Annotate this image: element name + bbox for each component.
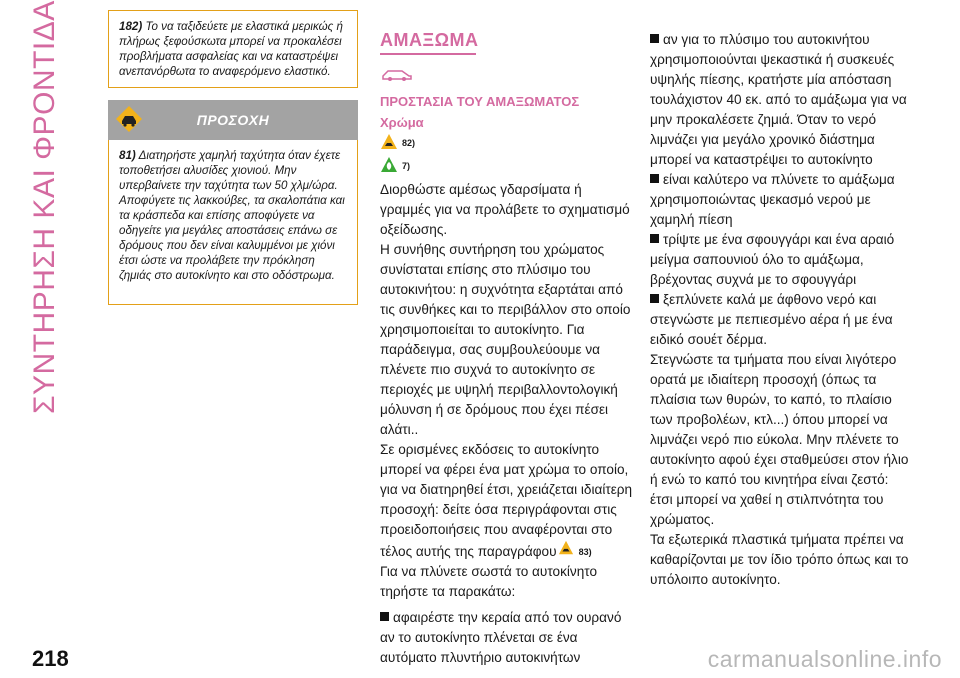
right-column xyxy=(650,30,910,590)
paragraph-text: Σε ορισμένες εκδόσεις το αυτοκίνητο μπορεί να φέρει ένα ματ χρώμα το οποίο, για να διατηρηθεί έτσι, χρειάζεται ιδιαίτερη προσοχή: δείτε όσα περιγράφονται στις προειδοποιήσεις που αναφέρονται στο τέλος αυτής της παραγράφου xyxy=(380,442,633,559)
middle-column xyxy=(380,30,636,668)
warning-text: Διατηρήστε χαμηλή ταχύτητα όταν έχετε τοποθετήσει αλυσίδες χιονιού. Μην υπερβαίνετε την ταχύτητα των 50 χλμ/ώρα. Αποφύγετε τις λακκούβες, τα σκαλοπάτια και τα κράσπεδα και επίσης αποφύγετε να οδηγείτε για μεγάλες αποστάσεις επάνω σε δρόμους που δεν είναι καλυμμένοι με χιόνι έτσι ώστε να προλάβετε την πρόκληση ζημιάς στο αυτοκίνητο και στο οδόστρωμα. xyxy=(119,149,345,282)
warning-triangle-icon xyxy=(557,540,575,556)
warning-reference xyxy=(380,133,636,153)
list-item: τρίψτε με ένα σφουγγάρι και ένα αραιό μείγμα σαπουνιού όλο το αμάξωμα, βρέχοντας συχνά με το σφουγγάρι xyxy=(650,232,895,287)
car-body-icon xyxy=(380,65,636,86)
left-column xyxy=(108,10,358,305)
paragraph xyxy=(380,440,636,562)
washing-instructions xyxy=(650,30,910,590)
paint-paragraphs xyxy=(380,180,636,668)
warning-ref: 81) xyxy=(119,149,136,162)
list-item: αφαιρέστε την κεραία από τον ουρανό αν το αυτοκίνητο πλένεται σε ένα αυτόματο πλυντήριο αυτοκινήτων xyxy=(380,610,622,665)
watermark: carmanualsonline.info xyxy=(707,646,942,672)
warning-title: ΠΡΟΣΟΧΗ xyxy=(196,112,270,128)
section-subtitle: ΠΡΟΣΤΑΣΙΑ ΤΟΥ ΑΜΑΞΩΜΑΤΟΣ xyxy=(380,94,580,109)
environment-triangle-icon xyxy=(380,156,398,174)
list-item: ξεπλύνετε καλά με άφθονο νερό και στεγνώστε με πεπιεσμένο αέρα ή με ένα ειδικό σουέτ δέρμα. xyxy=(650,292,893,347)
environment-ref-number: 7) xyxy=(402,161,411,171)
paragraph: Διορθώστε αμέσως γδαρσίματα ή γραμμές για να προλάβετε το σχηματισμό οξείδωσης. xyxy=(380,182,630,237)
wash-intro: Για να πλύνετε σωστά το αυτοκίνητο τηρήστε τα παρακάτω: xyxy=(380,564,598,599)
environment-reference xyxy=(380,156,636,176)
section-title-rule xyxy=(380,53,476,55)
checkbox-bullet-icon xyxy=(650,174,659,183)
warning-header xyxy=(108,100,358,140)
side-chapter-title: ΣΥΝΤΗΡΗΣΗ ΚΑΙ ΦΡΟΝΤΙΔΑ xyxy=(28,0,61,414)
note-box-182 xyxy=(108,10,358,88)
checkbox-bullet-icon xyxy=(650,234,659,243)
paragraph: Τα εξωτερικά πλαστικά τμήματα πρέπει να καθαρίζονται με τον ίδιο τρόπο όπως και το υπόλοιπο αυτοκίνητο. xyxy=(650,532,909,587)
warning-triangle-icon xyxy=(380,133,398,151)
inline-ref-number: 83) xyxy=(578,547,592,557)
paragraph: Στεγνώστε τα τμήματα που είναι λιγότερο ορατά με ιδιαίτερη προσοχή (όπως τα πλαίσια των θυρών, το καπό, το πλαίσιο των προβολέων, κτλ...) όπου μπορεί να λιμνάζει νερό πιο εύκολα. Μην πλένετε το αυτοκίνητο αφού έχει σταθμεύσει στον ήλιο ή ενώ το καπό του κινητήρα είναι ζεστό: έτσι μπορεί να χαθεί η στιλπνότητα του χρώματος. xyxy=(650,352,909,527)
list-item: αν για το πλύσιμο του αυτοκινήτου χρησιμοποιούνται ψεκαστικά ή συσκευές υψηλής πίεσης, κρατήστε μία απόσταση τουλάχιστον 40 εκ. από το αμάξωμα για να μην προκαλέσετε ζημιά. Όταν το νερό λιμνάζει για μεγάλο χρονικό διάστημα μπορεί να καταστρέψει το αυτοκίνητο xyxy=(650,32,907,167)
warning-ref-number: 82) xyxy=(402,138,416,148)
section-subsubtitle: Χρώμα xyxy=(380,115,424,130)
checkbox-bullet-icon xyxy=(380,612,389,621)
note-ref: 182) xyxy=(119,20,143,33)
section-title: ΑΜΑΞΩΜΑ xyxy=(380,30,479,50)
checkbox-bullet-icon xyxy=(650,294,659,303)
inline-warning-reference xyxy=(557,540,597,556)
checkbox-bullet-icon xyxy=(650,34,659,43)
list-item: είναι καλύτερο να πλύνετε το αμάξωμα χρησιμοποιώντας ψεκασμό νερού με χαμηλή πίεση xyxy=(650,172,895,227)
paragraph: Η συνήθης συντήρηση του χρώματος συνίσταται επίσης στο πλύσιμο του αυτοκινήτου: η συχνότητα εξαρτάται από τις συνθήκες και το περιβάλλον στο οποίο χρησιμοποιείται το αυτοκίνητο. Για παράδειγμα, σας συμβουλεύουμε να πλένετε πιο συχνά το αυτοκίνητο σε περιοχές με υψηλή περιβαλλοντολογική μόλυνση ή σε δρόμους που έχει πέσει αλάτι.. xyxy=(380,242,631,437)
warning-body xyxy=(108,140,358,305)
note-text: Το να ταξιδεύετε με ελαστικά μερικώς ή πλήρως ξεφούσκωτα μπορεί να προκαλέσει προβλήματα ασφαλείας και να καταστρέψει ανεπανόρθωτα το αναφερόμενο ελαστικό. xyxy=(119,20,343,78)
page-number: 218 xyxy=(32,646,69,671)
